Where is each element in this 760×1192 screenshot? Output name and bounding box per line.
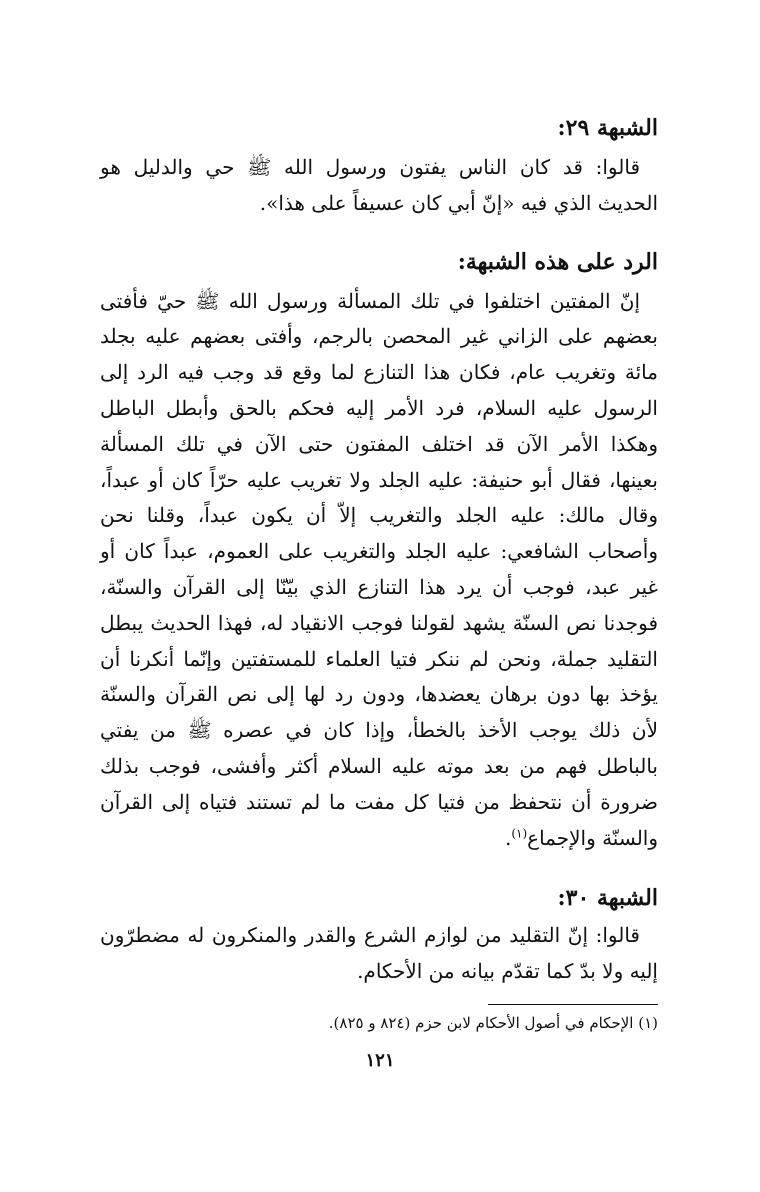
section-heading-29: الشبهة ٢٩: xyxy=(557,115,658,141)
page-body xyxy=(100,110,658,1035)
reply-end-mark: . xyxy=(504,825,512,850)
section-29-paragraph: قالوا: قد كان الناس يفتون ورسول الله ﷺ حي والدليل هو الحديث الذي فيه «إنّ أبي كان عسيفاً على هذا». xyxy=(100,155,658,215)
footnote-marker: (١) xyxy=(511,825,528,840)
page-number: ١٢١ xyxy=(365,1050,395,1071)
footnote-divider xyxy=(488,1004,658,1005)
section-30-paragraph: قالوا: إنّ التقليد من لوازم الشرع والقدر والمنكرون له مضطرّون إليه ولا بدّ كما تقدّم بيانه من الأحكام. xyxy=(100,923,658,984)
reply-paragraph xyxy=(100,284,658,857)
reply-heading: الرد على هذه الشبهة: xyxy=(457,248,658,275)
reply-paragraph-text: إنّ المفتين اختلفوا في تلك المسألة ورسول الله ﷺ حيّ فأفتى بعضهم على الزاني غير المحصن بالرجم، وأفتى بعضهم عليه بجلد مائة وتغريب عام، فكان هذا التنازع لما وقع قد وجب فيه الرد إلى الرسول عليه السلام، فرد الأمر إليه فحكم بالحق وأبطل الباطل وهكذا الأمر الآن قد اختلف المفتون حتى الآن في تلك المسألة بعينها، فقال أبو حنيفة: عليه الجلد ولا تغريب عليه حرّاً كان أو عبداً، وقال مالك: عليه الجلد والتغريب إلاّ أن يكون عبداً، وقلنا نحن وأصحاب الشافعي: عليه الجلد والتغريب على العموم، عبداً كان أو غير عبد، فوجب أن يرد هذا التنازع الذي بيّنّا إلى القرآن والسنّة، فوجدنا نص السنّة يشهد لقولنا فوجب الانقياد له، فهذا الحديث يبطل التقليد جملة، ونحن لم ننكر فتيا العلماء للمستفتين وإنّما أنكرنا أن يؤخذ بها دون برهان يعضدها، ودون رد لها إلى نص القرآن والسنّة لأن ذلك يوجب الأخذ بالخطأ، وإذا كان في عصره ﷺ من يفتي بالباطل فهم من بعد موته عليه السلام أكثر وأفشى، فوجب بذلك ضرورة أن نتحفظ من فتيا كل مفت ما لم تستند فتياه إلى القرآن والسنّة والإجماع xyxy=(100,288,658,850)
section-heading-30: الشبهة ٣٠: xyxy=(557,885,658,912)
footnote: (١) الإحكام في أصول الأحكام لابن حزم (٨٢٤ و ٨٢٥). xyxy=(328,1013,658,1032)
